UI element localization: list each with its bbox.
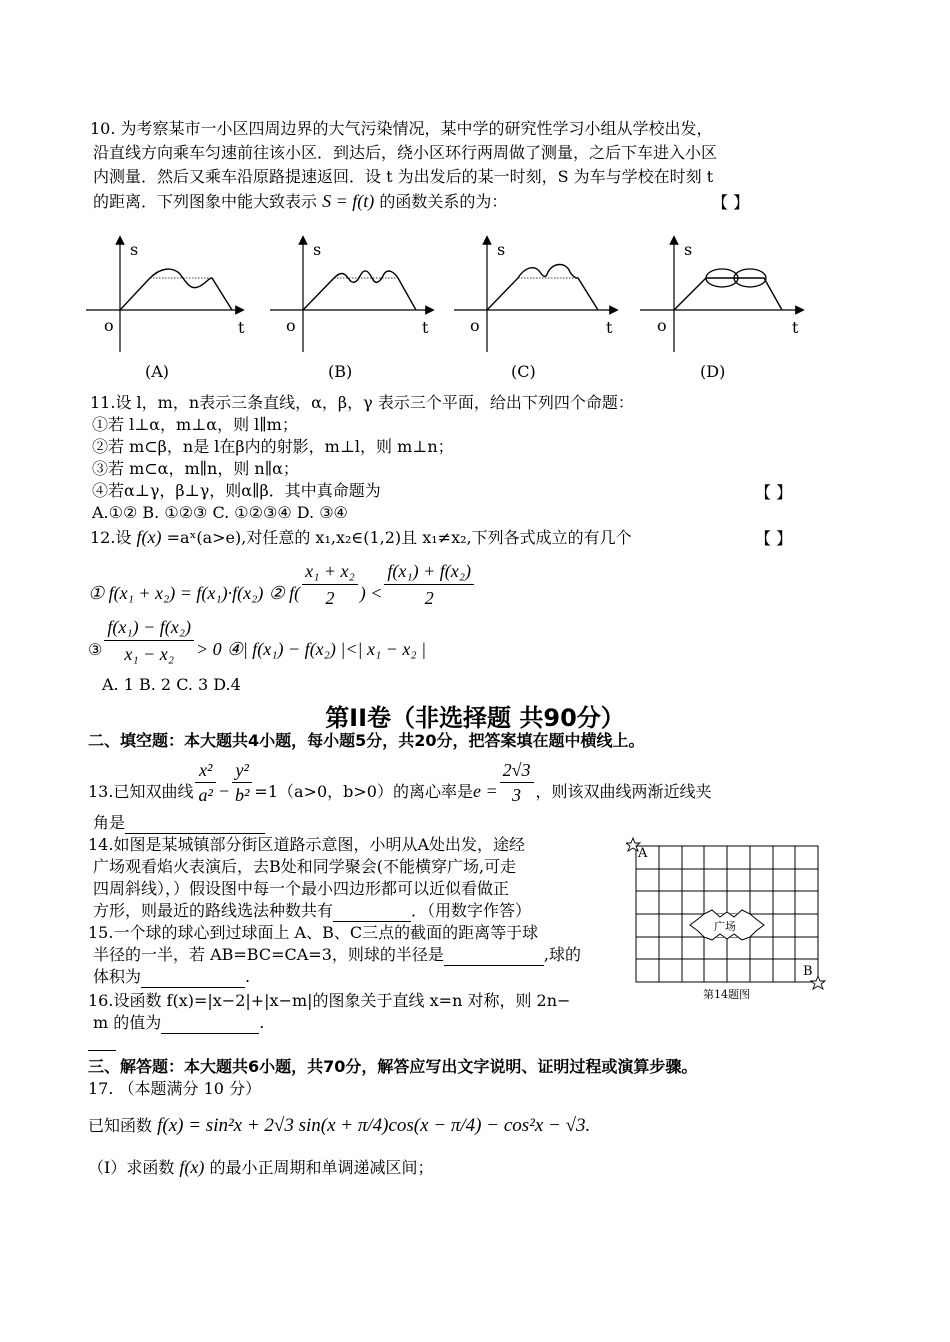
q13-frac2: $\frac{\text{y²}}{\text{b²}}$ — [232, 758, 252, 807]
graph-d-caption: (D) — [700, 362, 726, 381]
q12-expr3-post: > 0 — [195, 639, 222, 659]
q14-answer-blank — [333, 903, 411, 922]
graph-b-t-label: t — [422, 318, 429, 337]
q16-line2-pre: m 的值为 — [93, 1013, 162, 1032]
q10-line4 — [93, 190, 507, 213]
q12-expr-row2 — [88, 614, 426, 667]
graph-c-o-label: o — [470, 316, 480, 335]
q17-part1 — [88, 1156, 434, 1179]
q14-line4-post: ．（用数字作答） — [411, 901, 532, 920]
q12-answer-bracket: 【 】 — [755, 529, 793, 548]
graph-d-t-label: t — [792, 318, 799, 337]
q13-line2-text: 角是 — [93, 813, 126, 832]
graph-d-o-label: o — [657, 316, 667, 335]
q14-figure-caption: 第14题图 — [703, 988, 750, 1001]
q12-line1-pre: 12.设 — [90, 528, 132, 547]
graph-d-s-label: s — [684, 240, 693, 259]
graph-c — [454, 240, 614, 352]
q10-answer-bracket: 【 】 — [712, 193, 750, 212]
q13-e: e = — [472, 781, 498, 801]
q14-plaza-label: 广场 — [714, 920, 736, 933]
graph-c-s-label: s — [497, 240, 506, 259]
q13-pre: 13.已知双曲线 — [88, 782, 194, 801]
q11-answer-bracket: 【 】 — [755, 483, 793, 502]
star-b-icon — [811, 976, 825, 989]
q11-prop3: ③若 m⊂α，m∥n，则 n∥α； — [92, 459, 299, 478]
q14-point-b: B — [803, 964, 813, 979]
q16-line2-post: . — [259, 1013, 265, 1032]
graph-b — [270, 240, 430, 352]
q12-expr-row1 — [88, 558, 476, 611]
q15-line2 — [93, 944, 581, 966]
graph-c-caption: (C) — [511, 362, 536, 381]
q17-formula-line — [88, 1112, 590, 1140]
q10-graphs — [0, 232, 950, 392]
q15-line2-post: ,球的 — [543, 945, 581, 964]
q15-line3 — [93, 966, 250, 988]
q10-formula: S = f(t) — [322, 191, 375, 211]
q14-point-a: A — [638, 846, 648, 861]
q14-line1: 14.如图是某城镇部分街区道路示意图，小明从A处出发，途经 — [88, 835, 526, 854]
q12-line1 — [90, 526, 632, 549]
q12-expr1: ① f(x₁ + x₂) = f(x₁)·f(x₂) — [88, 583, 264, 603]
q13-line2 — [93, 812, 265, 834]
q13-frac3: $\frac{2√3}{3}$ — [500, 758, 534, 807]
q15-line3-pre: 体积为 — [93, 967, 142, 986]
part-2-heading: 二、填空题：本大题共4小题，每小题5分，共20分，把答案填在题中横线上。 — [88, 731, 645, 750]
graph-a-caption: (A) — [145, 362, 170, 381]
q17-part1-f: f(x) — [179, 1157, 205, 1177]
q12-line1-post: =aˣ(a>e),对任意的 x₁,x₂∈(1,2)且 x₁≠x₂,下列各式成立的有几个 — [166, 528, 632, 547]
q17-part1-pre: （I）求函数 — [88, 1158, 175, 1177]
q12-expr3-frac: $\frac{\text{f(x₁) − f(x₂)}}{\text{x₁ − x₂}}$ — [104, 614, 194, 667]
graph-d — [640, 240, 800, 352]
q10-line4-pre: 的距离．下列图象中能大致表示 — [93, 192, 318, 211]
q17-formula: f(x) = sin²x + 2√3 sin(x + π/4)cos(x − π/4) − cos²x − √3. — [157, 1115, 591, 1136]
q16-line2 — [93, 1012, 264, 1034]
q12-expr2-pre: ② f( — [268, 583, 301, 603]
q16-line1: 16.设函数 f(x)=|x−2|+|x−m|的图象关于直线 x=n 对称，则 2n− — [88, 991, 571, 1010]
q16-answer-blank — [161, 1015, 259, 1034]
graph-a-t-label: t — [238, 318, 245, 337]
q10-line2: 沿直线方向乘车匀速前往该小区．到达后，绕小区环行两周做了测量，之后下车进入小区 — [93, 143, 718, 162]
graph-a-s-label: s — [130, 240, 139, 259]
graph-a — [86, 240, 240, 352]
graph-c-t-label: t — [606, 318, 613, 337]
q13-eq1: =1（a>0，b>0）的离心率是 — [254, 782, 473, 801]
q14-line4-pre: 方形，则最近的路线选法种数共有 — [93, 901, 334, 920]
q17-title: 17. （本题满分 10 分） — [88, 1079, 262, 1098]
q12-f: f(x) — [136, 527, 162, 547]
section-2-title: 第II卷（非选择题 共90分） — [325, 704, 625, 732]
q14-line2: 广场观看焰火表演后，去B处和同学聚会(不能横穿广场,可走 — [93, 857, 517, 876]
q14-line4 — [93, 900, 531, 922]
q10-line4-post: 的函数关系的为： — [379, 192, 508, 211]
q15-line1: 15.一个球的球心到过球面上 A、B、C三点的截面的距离等于球 — [88, 923, 539, 942]
q12-expr2-frac2: $\frac{\text{f(x₁) + f(x₂)}}{2}$ — [384, 558, 474, 611]
graph-b-o-label: o — [286, 316, 296, 335]
q10-line3: 内测量．然后又乘车沿原路提速返回．设 t 为出发后的某一时刻，S 为车与学校在时刻 t — [93, 167, 714, 186]
q11-prop2: ②若 m⊂β，n是 l在β内的射影，m⊥l，则 m⊥n； — [92, 437, 454, 456]
q14-line3: 四周斜线），）假设图中每一个最小四边形都可以近似看做正 — [93, 879, 510, 898]
q11-prop4: ④若α⊥γ，β⊥γ，则α∥β．其中真命题为 — [92, 481, 381, 500]
q17-part1-post: 的最小正周期和单调递减区间； — [209, 1158, 434, 1177]
q12-expr4: ④| f(x₁) − f(x₂) |<| x₁ − x₂ | — [226, 639, 427, 659]
graph-b-s-label: s — [313, 240, 322, 259]
q13-minus: − — [217, 781, 231, 801]
graph-b-caption: (B) — [328, 362, 353, 381]
q17-known: 已知函数 — [88, 1116, 153, 1135]
q13-answer-blank — [125, 815, 265, 834]
q12-options: A. 1 B. 2 C. 3 D.4 — [102, 675, 241, 694]
q11-options: A.①② B. ①②③ C. ①②③④ D. ③④ — [92, 503, 348, 522]
graph-a-o-label: o — [104, 316, 114, 335]
q10-line1: 10. 为考察某市一小区四周边界的大气污染情况，某中学的研究性学习小组从学校出发， — [90, 119, 713, 138]
q15-radius-blank — [444, 947, 544, 966]
q15-volume-blank — [141, 969, 245, 988]
q11-line1: 11.设 l，m，n表示三条直线，α，β，γ 表示三个平面，给出下列四个命题： — [90, 393, 634, 412]
q14-figure — [626, 836, 826, 996]
q11-prop1: ①若 l⊥α，m⊥α，则 l∥m； — [92, 415, 298, 434]
q12-expr2-mid: ) < — [359, 583, 383, 603]
q15-line3-post: . — [245, 967, 251, 986]
q13-line1 — [88, 758, 712, 807]
q13-post: ，则该双曲线两渐近线夹 — [535, 782, 712, 801]
q15-line2-pre: 半径的一半，若 AB=BC=CA=3，则球的半径是 — [93, 945, 444, 964]
q12-expr2-frac1: $\frac{\text{x₁ + x₂}}{2}$ — [302, 558, 358, 611]
q16-underline-fragment — [88, 1050, 116, 1051]
part-3-heading: 三、解答题：本大题共6小题，共70分，解答应写出文字说明、证明过程或演算步骤。 — [88, 1057, 698, 1076]
q12-expr3-pre: ③ — [88, 640, 103, 659]
q13-frac1: $\frac{\text{x²}}{\text{a²}}$ — [195, 758, 215, 807]
